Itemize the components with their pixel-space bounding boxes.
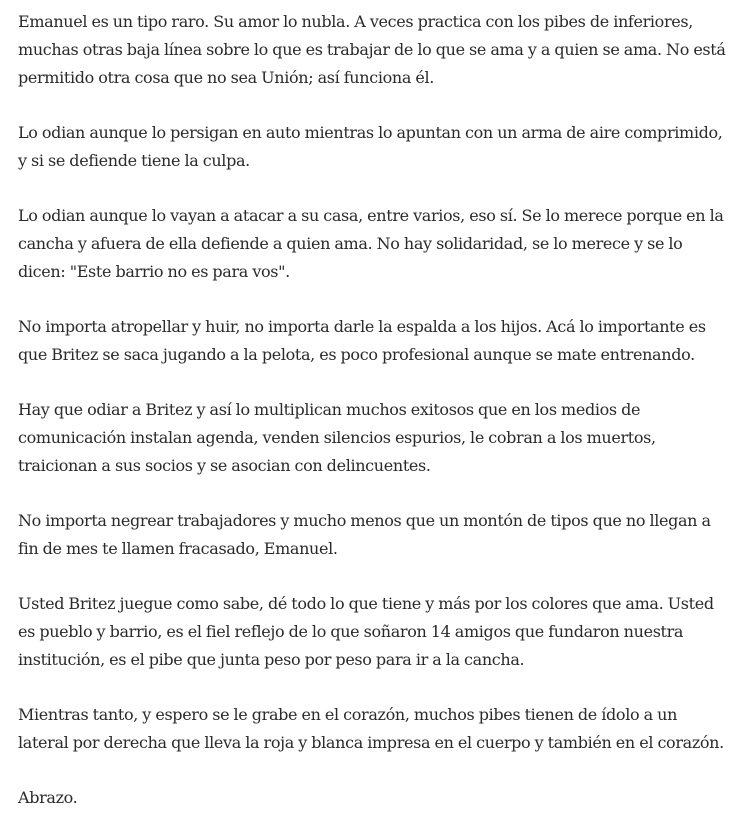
article-paragraph-3: Lo odian aunque lo vayan a atacar a su casa, entre varios, eso sí. Se lo merece porque en la cancha y afuera de ella defiende a quien ama. No hay solidaridad, se lo merece y se lo dicen: "Este barrio no es para vos". (18, 206, 724, 281)
article-paragraph-1: Emanuel es un tipo raro. Su amor lo nubla. A veces practica con los pibes de inferiores, muchas otras baja línea sobre lo que es trabajar de lo que se ama y a quien se ama. No está permitido otra cosa que no sea Unión; así funciona él. (18, 12, 726, 87)
article-paragraph-8: Mientras tanto, y espero se le grabe en el corazón, muchos pibes tienen de ídolo a un lateral por derecha que lleva la roja y blanca impresa en el cuerpo y también en el corazón. (18, 705, 724, 752)
article-paragraph-7: Usted Britez juegue como sabe, dé todo lo que tiene y más por los colores que ama. Usted es pueblo y barrio, es el fiel reflejo de lo que soñaron 14 amigos que fundaron nuestra institución, es el pibe que junta peso por peso para ir a la cancha. (18, 594, 714, 669)
article-paragraph-6: No importa negrear trabajadores y mucho menos que un montón de tipos que no llegan a fin de mes te llamen fracasado, Emanuel. (18, 511, 711, 558)
article-body (18, 8, 730, 812)
article-paragraph-5: Hay que odiar a Britez y así lo multiplican muchos exitosos que en los medios de comunicación instalan agenda, venden silencios espurios, le cobran a los muertos, traicionan a sus socios y se asocian con delincuentes. (18, 400, 656, 475)
article-closing: Abrazo. (18, 788, 78, 807)
article-paragraph-4: No importa atropellar y huir, no importa darle la espalda a los hijos. Acá lo importante es que Britez se saca jugando a la pelota, es poco profesional aunque se mate entrenando. (18, 317, 706, 364)
article-paragraph-2: Lo odian aunque lo persigan en auto mientras lo apuntan con un arma de aire comprimido, y si se defiende tiene la culpa. (18, 123, 723, 170)
